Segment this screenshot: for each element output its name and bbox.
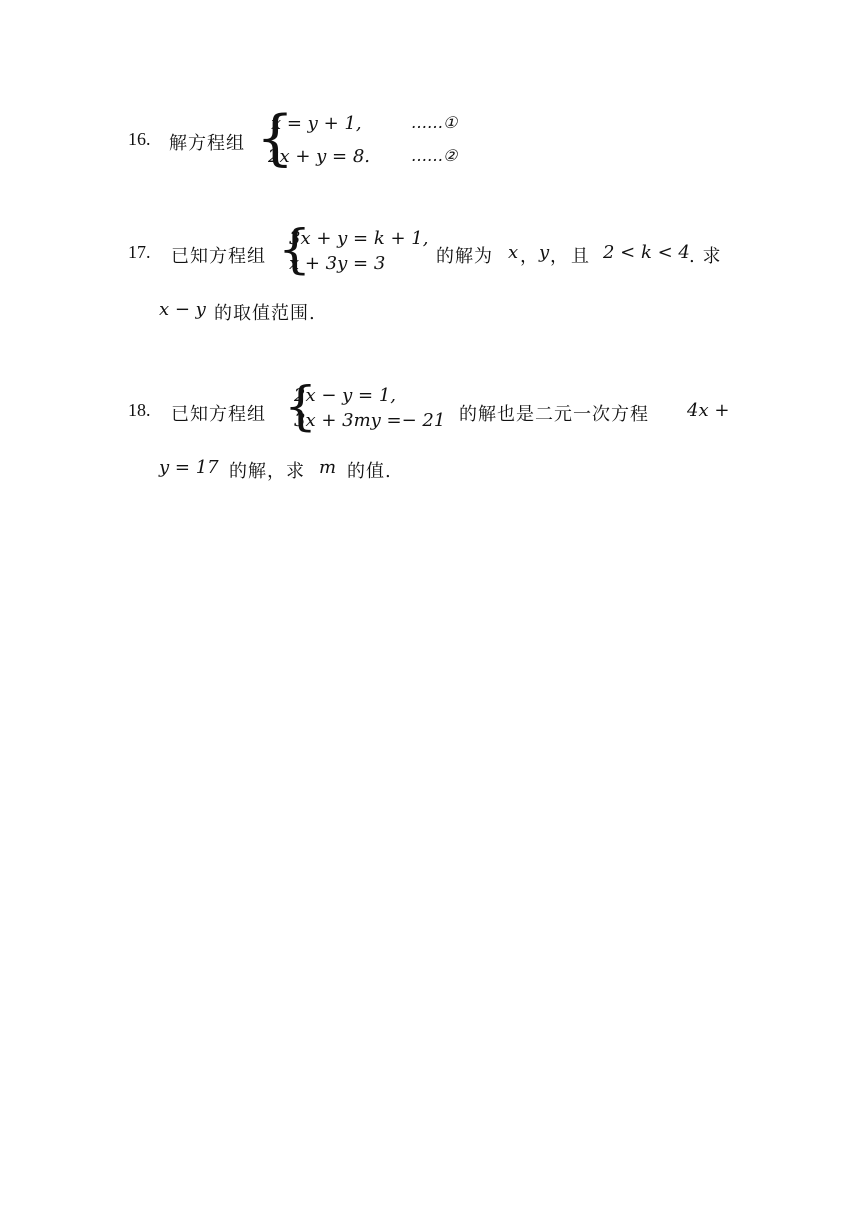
equation-1: 3x + y = k + 1,	[289, 228, 429, 249]
comma: ，	[550, 246, 569, 267]
equation-1: x = y + 1,	[271, 113, 362, 134]
var-x: x	[508, 242, 519, 263]
text-range: 的取值范围.	[214, 303, 316, 324]
var-m: m	[319, 457, 337, 478]
expression-x-minus-y: x − y	[159, 299, 206, 320]
text-find: . 求	[689, 246, 722, 267]
equation-2-marker: ……②	[411, 146, 458, 165]
equation-2: 3x + 3my =− 21	[294, 410, 446, 431]
system-brace: {	[256, 103, 295, 173]
expression-4x-plus: 4x +	[687, 400, 730, 421]
system-brace: {	[284, 377, 318, 437]
problem-number: 16.	[128, 129, 151, 149]
text-and: 且	[571, 246, 590, 267]
problem-lead-text: 已知方程组	[171, 246, 266, 267]
text-value: 的值.	[347, 461, 392, 482]
problem-number: 17.	[128, 242, 151, 262]
text-also-solution: 的解也是二元一次方程	[459, 404, 649, 425]
system-brace: {	[278, 220, 312, 280]
equation-2: 2x + y = 8.	[268, 146, 370, 167]
equation-1: 2x − y = 1,	[294, 385, 396, 406]
expression-y-equals-17: y = 17	[159, 457, 219, 478]
problem-number: 18.	[128, 400, 151, 420]
problem-lead-text: 解方程组	[169, 133, 245, 154]
equation-2: x + 3y = 3	[289, 253, 386, 274]
inequality: 2 < k < 4	[603, 242, 690, 263]
equation-1-marker: ……①	[411, 113, 458, 132]
comma: ，	[520, 246, 539, 267]
problem-lead-text: 已知方程组	[171, 404, 266, 425]
var-y: y	[539, 242, 550, 263]
text-solution-is: 的解为	[436, 246, 493, 267]
text-solution-find: 的解，求	[229, 461, 305, 482]
